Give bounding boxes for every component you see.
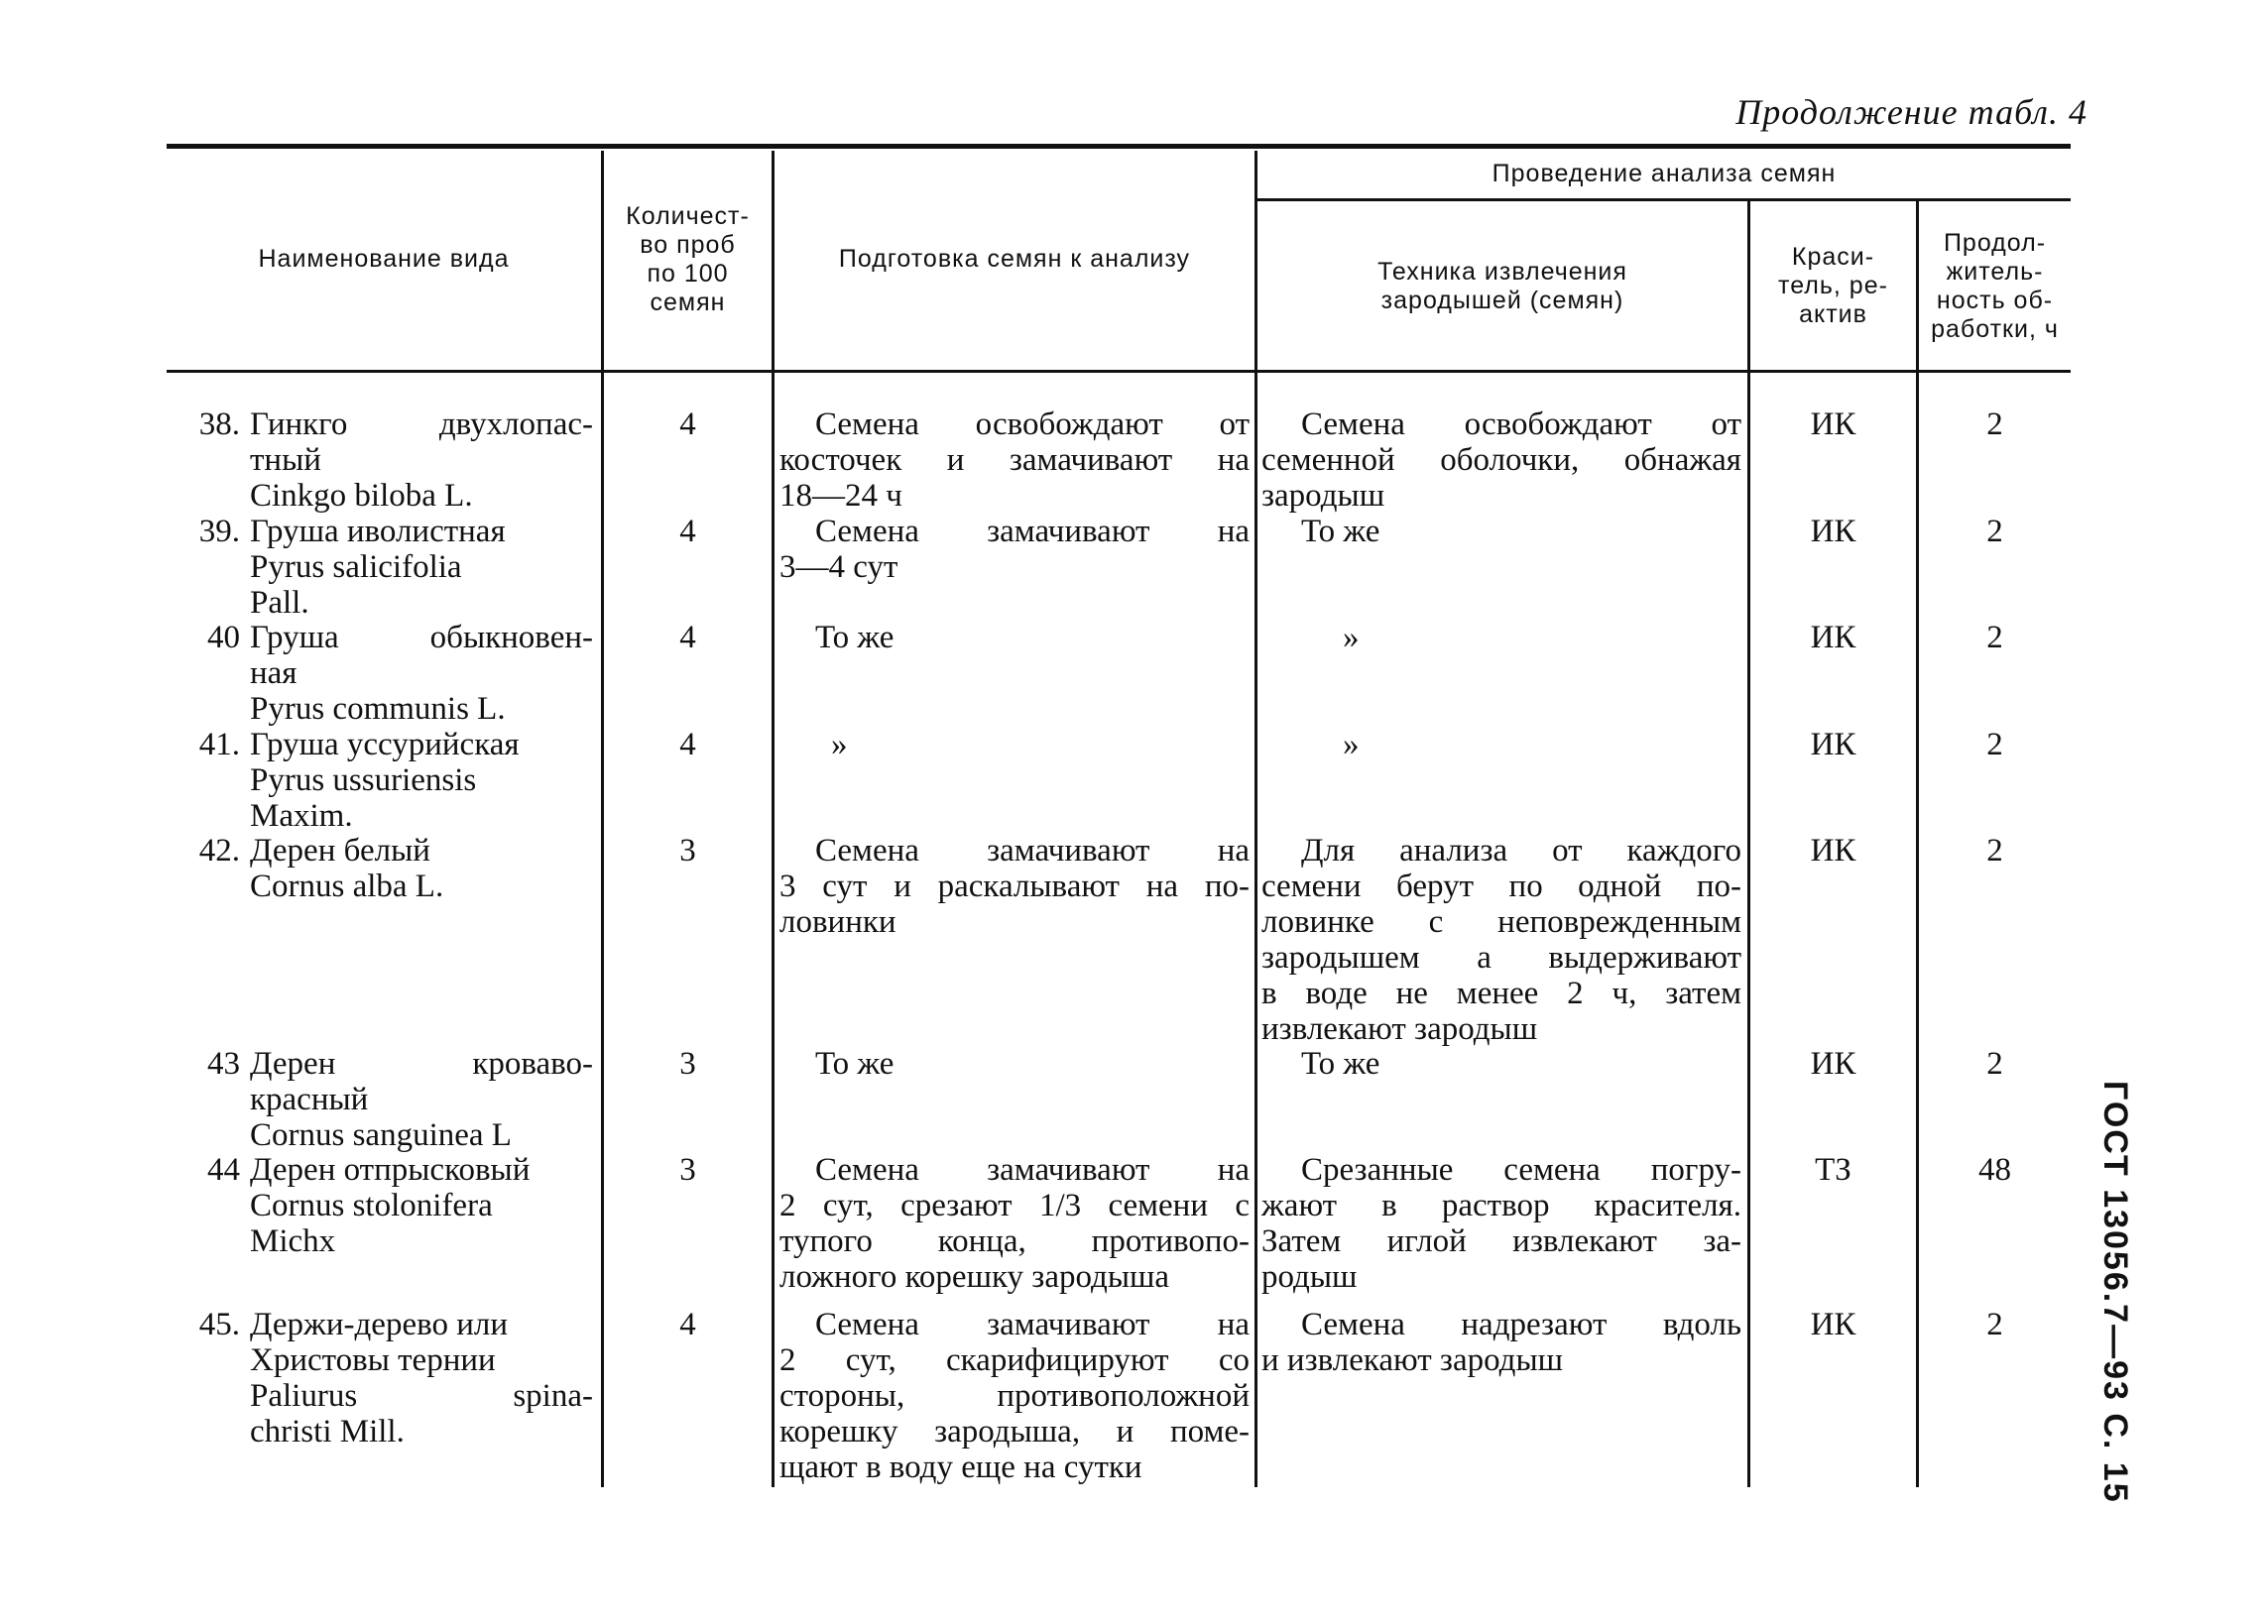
seed-preparation-line: косточек и замачивают на	[779, 442, 1250, 478]
seed-preparation-line: Семена освобождают от	[815, 406, 1250, 442]
processing-duration-line: 2	[1986, 1046, 2003, 1082]
group-header-rule	[1254, 198, 2071, 201]
species-name-line: ная	[250, 655, 298, 691]
seed-preparation	[779, 1152, 1250, 1295]
species-name-line: Дерен белый	[250, 833, 430, 869]
seed-preparation	[779, 1307, 1250, 1485]
extraction-technique	[1261, 406, 1741, 514]
extraction-technique-line: Срезанные семена погру-	[1301, 1152, 1741, 1188]
sample-count	[604, 1046, 772, 1082]
extraction-technique-line: зародышем а выдерживают	[1261, 940, 1741, 976]
extraction-technique	[1261, 833, 1741, 1047]
seed-preparation-line: ловинки	[779, 904, 896, 940]
row-number: 45.	[198, 1307, 240, 1342]
reagent-line: ИК	[1810, 1046, 1856, 1082]
row-number: 41.	[198, 727, 240, 762]
extraction-technique-line: в воде не менее 2 ч, затем	[1261, 976, 1741, 1011]
species-name	[250, 514, 593, 621]
reagent-line: ИК	[1810, 833, 1856, 869]
processing-duration	[1919, 1152, 2071, 1188]
extraction-technique	[1261, 620, 1741, 655]
species-name	[250, 620, 593, 727]
processing-duration	[1919, 514, 2071, 549]
species-name	[250, 406, 593, 514]
row-number: 38.	[198, 406, 240, 442]
species-name-line: Cornus alba L.	[250, 869, 444, 904]
sample-count	[604, 727, 772, 762]
row-number: 40	[207, 620, 240, 655]
seed-preparation-line: »	[831, 727, 848, 762]
seed-preparation	[779, 833, 1250, 940]
standard-page-header: ГОСТ 13056.7—93 С. 15	[2096, 1081, 2134, 1504]
seed-preparation	[779, 620, 1250, 655]
species-name-line: красный	[250, 1082, 369, 1117]
header-analysis-group: Проведение анализа семян	[1492, 159, 1837, 187]
seed-preparation-line: корешку зародыша, и поме-	[779, 1414, 1250, 1450]
seed-preparation	[779, 514, 1250, 585]
processing-duration	[1919, 1046, 2071, 1082]
extraction-technique-line: То же	[1301, 1046, 1380, 1082]
species-name-line: Cornus stolonifera	[250, 1188, 493, 1223]
species-name	[250, 833, 593, 904]
row-number: 44	[207, 1152, 240, 1188]
header-bottom-rule	[167, 370, 2071, 373]
species-name-line: тный	[250, 442, 321, 478]
header-extraction-technique: Техника извлечения зародышей (семян)	[1377, 257, 1627, 314]
reagent	[1750, 514, 1916, 549]
sample-count-line: 4	[679, 620, 696, 655]
seed-preparation-line: стороны, противоположной	[779, 1378, 1250, 1414]
processing-duration-line: 2	[1986, 1307, 2003, 1342]
extraction-technique-line: Затем иглой извлекают за-	[1261, 1223, 1741, 1259]
header-name: Наименование вида	[258, 245, 510, 273]
species-name	[250, 1152, 593, 1259]
extraction-technique-line: Для анализа от каждого	[1301, 833, 1741, 869]
seed-preparation-line: 2 сут, срезают 1/3 семени с	[779, 1188, 1250, 1223]
sample-count-line: 4	[679, 1307, 696, 1342]
extraction-technique	[1261, 1152, 1741, 1295]
sample-count	[604, 406, 772, 442]
extraction-technique-line: зародыш	[1261, 478, 1385, 514]
species-name-line: Cinkgo biloba L.	[250, 478, 473, 514]
row-number: 39.	[198, 514, 240, 549]
reagent	[1750, 727, 1916, 762]
species-name-line: Pall.	[250, 585, 309, 621]
extraction-technique-line: извлекают зародыш	[1261, 1011, 1538, 1047]
sample-count	[604, 1307, 772, 1342]
species-name	[250, 1046, 593, 1153]
sample-count	[604, 833, 772, 869]
processing-duration-line: 2	[1986, 833, 2003, 869]
extraction-technique-line: родыш	[1261, 1259, 1358, 1295]
processing-duration	[1919, 620, 2071, 655]
extraction-technique-line: То же	[1301, 514, 1380, 549]
seed-preparation-line: 18—24 ч	[779, 478, 902, 514]
processing-duration-line: 48	[1978, 1152, 2011, 1188]
processing-duration	[1919, 406, 2071, 442]
sample-count-line: 3	[679, 833, 696, 869]
species-name-line: Гинкго двухлопас-	[250, 406, 593, 442]
processing-duration-line: 2	[1986, 406, 2003, 442]
processing-duration-line: 2	[1986, 620, 2003, 655]
sample-count	[604, 1152, 772, 1188]
species-name-line: Pyrus ussuriensis	[250, 762, 477, 798]
sample-count	[604, 620, 772, 655]
sample-count-line: 3	[679, 1046, 696, 1082]
species-name	[250, 1307, 593, 1450]
processing-duration	[1919, 1307, 2071, 1342]
species-name	[250, 727, 593, 834]
reagent	[1750, 1152, 1916, 1188]
sample-count-line: 4	[679, 406, 696, 442]
reagent	[1750, 406, 1916, 442]
species-name-line: Paliurus spina-	[250, 1378, 593, 1414]
reagent	[1750, 620, 1916, 655]
seed-preparation-line: 2 сут, скарифицируют со	[779, 1342, 1250, 1378]
reagent-line: ИК	[1810, 406, 1856, 442]
seed-preparation	[779, 727, 1250, 762]
reagent-line: ИК	[1810, 1307, 1856, 1342]
header-seed-preparation: Подготовка семян к анализу	[838, 245, 1191, 273]
row-number: 42.	[198, 833, 240, 869]
species-name-line: Христовы тернии	[250, 1342, 496, 1378]
seed-preparation-line: Семена замачивают на	[815, 1152, 1250, 1188]
extraction-technique	[1261, 1046, 1741, 1082]
extraction-technique	[1261, 514, 1741, 549]
processing-duration	[1919, 727, 2071, 762]
reagent-line: ИК	[1810, 727, 1856, 762]
extraction-technique-line: Семена надрезают вдоль	[1301, 1307, 1741, 1342]
seed-preparation-line: 3 сут и раскалывают на по-	[779, 869, 1250, 904]
extraction-technique-line: жают в раствор красителя.	[1261, 1188, 1741, 1223]
extraction-technique-line: ловинке с неповрежденным	[1261, 904, 1741, 940]
sample-count-line: 3	[679, 1152, 696, 1188]
species-name-line: Груша уссурийская	[250, 727, 520, 762]
species-name-line: Держи-дерево или	[250, 1307, 508, 1342]
sample-count-line: 4	[679, 514, 696, 549]
species-name-line: Дерен отпрысковый	[250, 1152, 531, 1188]
reagent	[1750, 833, 1916, 869]
seed-preparation-line: То же	[815, 620, 895, 655]
species-name-line: Pyrus salicifolia	[250, 549, 462, 585]
species-name-line: Cornus sanguinea L	[250, 1117, 512, 1153]
species-name-line: Дерен кроваво-	[250, 1046, 593, 1082]
extraction-technique-line: Семена освобождают от	[1301, 406, 1741, 442]
extraction-technique-line: »	[1343, 620, 1360, 655]
seed-preparation	[779, 406, 1250, 514]
species-name-line: Maxim.	[250, 798, 353, 834]
species-name-line: Груша обыкновен-	[250, 620, 593, 655]
row-number: 43	[207, 1046, 240, 1082]
extraction-technique	[1261, 727, 1741, 762]
seed-preparation-line: Семена замачивают на	[815, 833, 1250, 869]
seed-preparation-line: щают в воду еще на сутки	[779, 1450, 1142, 1485]
seed-preparation-line: ложного корешку зародыша	[779, 1259, 1170, 1295]
seed-preparation-line: Семена замачивают на	[815, 514, 1250, 549]
seed-preparation-line: 3—4 сут	[779, 549, 898, 585]
reagent-line: ИК	[1810, 620, 1856, 655]
seed-preparation-line: Семена замачивают на	[815, 1307, 1250, 1342]
processing-duration-line: 2	[1986, 727, 2003, 762]
header-reagent: Краси- тель, ре- актив	[1778, 243, 1888, 328]
sample-count	[604, 514, 772, 549]
processing-duration	[1919, 833, 2071, 869]
table-continuation-caption: Продолжение табл. 4	[1735, 92, 2088, 132]
reagent	[1750, 1307, 1916, 1342]
seed-preparation	[779, 1046, 1250, 1082]
extraction-technique	[1261, 1307, 1741, 1378]
reagent-line: ИК	[1810, 514, 1856, 549]
extraction-technique-line: семенной оболочки, обнажая	[1261, 442, 1741, 478]
extraction-technique-line: семени берут по одной по-	[1261, 869, 1741, 904]
processing-duration-line: 2	[1986, 514, 2003, 549]
reagent-line: ТЗ	[1815, 1152, 1851, 1188]
extraction-technique-line: »	[1343, 727, 1360, 762]
species-name-line: Michx	[250, 1223, 336, 1259]
header-duration: Продол- житель- ность об- работки, ч	[1931, 228, 2059, 343]
seed-preparation-line: То же	[815, 1046, 895, 1082]
extraction-technique-line: и извлекают зародыш	[1261, 1342, 1564, 1378]
species-name-line: Pyrus communis L.	[250, 691, 506, 727]
seed-preparation-line: тупого конца, противопо-	[779, 1223, 1250, 1259]
reagent	[1750, 1046, 1916, 1082]
species-name-line: christi Mill.	[250, 1414, 405, 1450]
sample-count-line: 4	[679, 727, 696, 762]
header-sample-count: Количест- во проб по 100 семян	[626, 201, 750, 316]
species-name-line: Груша иволистная	[250, 514, 506, 549]
